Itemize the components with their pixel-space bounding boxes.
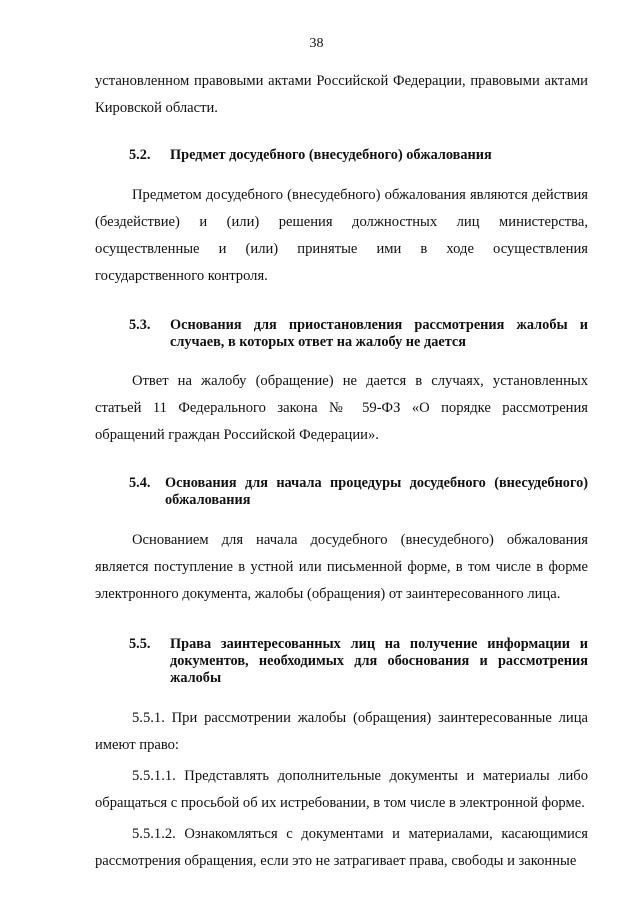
section-paragraph: 5.5.1. При рассмотрении жалобы (обращения) заинтересованные лица имеют право: [95, 710, 588, 753]
section-title: Основания для начала процедуры досудебного (внесудебного) обжалования [165, 475, 588, 508]
section-number: 5.4. [129, 475, 151, 491]
section-heading-5-5 [95, 636, 588, 687]
document-body [95, 68, 588, 875]
section-title: Предмет досудебного (внесудебного) обжалования [170, 147, 492, 163]
section-paragraph: 5.5.1.1. Представлять дополнительные документы и материалы либо обращаться с просьбой об их истребовании, в том числе в электронной форме. [95, 768, 588, 811]
page-number: 38 [309, 36, 324, 51]
section-heading-5-3 [95, 317, 588, 351]
section-number: 5.3. [129, 317, 151, 333]
section-paragraph: Предметом досудебного (внесудебного) обжалования являются действия (бездействие) и (или) решения должностных лиц министерства, осуществленные и (или) принятые ими в ходе осуществления государственного контроля. [95, 187, 588, 284]
intro-paragraph: установленном правовыми актами Российской Федерации, правовыми актами Кировской области. [95, 73, 588, 116]
section-title: Права заинтересованных лиц на получение информации и документов, необходимых для обоснования и рассмотрения жалобы [170, 636, 588, 686]
section-number: 5.5. [129, 636, 151, 652]
section-paragraph: Ответ на жалобу (обращение) не дается в случаях, установленных статьей 11 Федерального закона № 59-ФЗ «О порядке рассмотрения обращений граждан Российской Федерации». [95, 373, 588, 443]
section-paragraph: 5.5.1.2. Ознакомляться с документами и материалами, касающимися рассмотрения обращения, если это не затрагивает права, свободы и законные [95, 826, 588, 869]
section-heading-5-2 [95, 147, 588, 164]
section-paragraph: Основанием для начала досудебного (внесудебного) обжалования является поступление в устной или письменной форме, в том числе в форме электронного документа, жалобы (обращения) от заинтересованного лица. [95, 532, 588, 602]
section-heading-5-4 [95, 475, 588, 509]
section-number: 5.2. [129, 147, 151, 163]
section-title: Основания для приостановления рассмотрения жалобы и случаев, в которых ответ на жалобу не дается [170, 317, 588, 350]
